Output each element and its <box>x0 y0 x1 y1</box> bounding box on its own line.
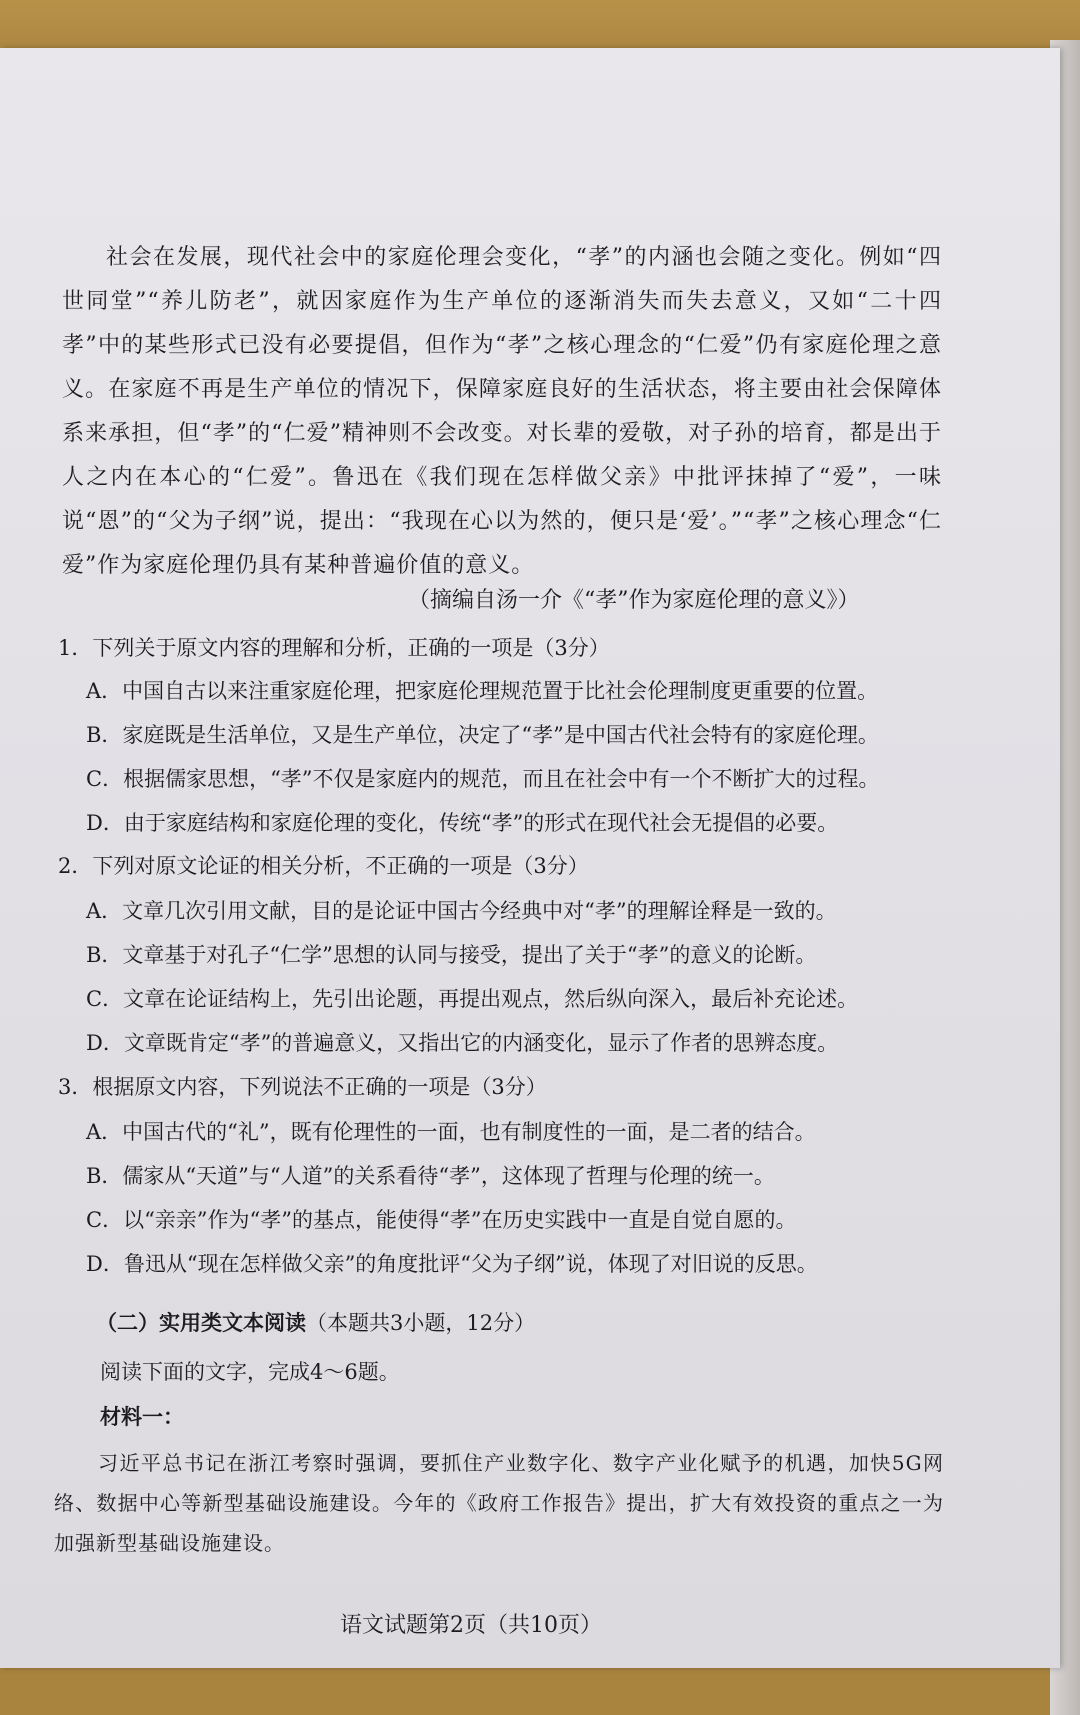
question-1-option-a: A．中国自古以来注重家庭伦理，把家庭伦理规范置于比社会伦理制度更重要的位置。 <box>86 679 879 703</box>
page-footer: 语文试题第2页（共10页） <box>340 1613 602 1638</box>
question-1-option-b: B．家庭既是生活单位，又是生产单位，决定了“孝”是中国古代社会特有的家庭伦理。 <box>86 723 879 747</box>
section-2-title: （二）实用类文本阅读 <box>96 1310 306 1335</box>
intro-paragraph: 社会在发展，现代社会中的家庭伦理会变化，“孝”的内涵也会随之变化。例如“四世同堂”“养儿防老”，就因家庭作为生产单位的逐渐消失而失去意义，又如“二十四孝”中的某些形式已没有必要提倡，但作为“孝”之核心理念的“仁爱”仍有家庭伦理之意义。在家庭不再是生产单位的情况下，保障家庭良好的生活状态，将主要由社会保障体系来承担，但“孝”的“仁爱”精神则不会改变。对长辈的爱敬，对子孙的培育，都是出于人之内在本心的“仁爱”。鲁迅在《我们现在怎样做父亲》中批评抹掉了“爱”，一味说“恩”的“父为子纲”说，提出：“我现在心以为然的，便只是‘爱’。”“孝”之核心理念“仁爱”作为家庭伦理仍具有某种普遍价值的意义。 <box>62 245 942 578</box>
question-1-option-c: C．根据儒家思想，“孝”不仅是家庭内的规范，而且在社会中有一个不断扩大的过程。 <box>86 767 880 791</box>
question-3-option-a: A．中国古代的“礼”，既有伦理性的一面，也有制度性的一面，是二者的结合。 <box>86 1120 816 1144</box>
question-2-option-d: D．文章既肯定“孝”的普遍意义，又指出它的内涵变化，显示了作者的思辨态度。 <box>86 1031 839 1055</box>
question-1-stem: 1．下列关于原文内容的理解和分析，正确的一项是（3分） <box>58 636 610 660</box>
question-2-option-a: A．文章几次引用文献，目的是论证中国古今经典中对“孝”的理解诠释是一致的。 <box>86 899 837 923</box>
question-2-stem: 2．下列对原文论证的相关分析，不正确的一项是（3分） <box>58 854 589 878</box>
question-3-option-b: B．儒家从“天道”与“人道”的关系看待“孝”，这体现了哲理与伦理的统一。 <box>86 1164 775 1188</box>
question-2-option-c: C．文章在论证结构上，先引出论题，再提出观点，然后纵向深入，最后补充论述。 <box>86 987 859 1011</box>
question-3-option-d: D．鲁迅从“现在怎样做父亲”的角度批评“父为子纲”说，体现了对旧说的反思。 <box>86 1252 818 1276</box>
material-1-label: 材料一： <box>100 1404 184 1429</box>
question-2-option-b: B．文章基于对孔子“仁学”思想的认同与接受，提出了关于“孝”的意义的论断。 <box>86 943 817 967</box>
section-2-heading <box>96 1307 535 1337</box>
question-3-stem: 3．根据原文内容，下列说法不正确的一项是（3分） <box>58 1075 547 1099</box>
question-1-option-d: D．由于家庭结构和家庭伦理的变化，传统“孝”的形式在现代社会无提倡的必要。 <box>86 811 839 835</box>
section-2-note: （本题共3小题，12分） <box>306 1311 536 1335</box>
material-1-text: 习近平总书记在浙江考察时强调，要抓住产业数字化、数字产业化赋予的机遇，加快5G网络、数据中心等新型基础设施建设。今年的《政府工作报告》提出，扩大有效投资的重点之一为加强新型基础设施建设。 <box>54 1451 944 1555</box>
question-3-option-c: C．以“亲亲”作为“孝”的基点，能使得“孝”在历史实践中一直是自觉自愿的。 <box>86 1208 797 1232</box>
exam-page <box>0 48 1060 1668</box>
section-2-instruction: 阅读下面的文字，完成4～6题。 <box>100 1360 400 1384</box>
source-citation: （摘编自汤一介《“孝”作为家庭伦理的意义》） <box>408 588 860 613</box>
